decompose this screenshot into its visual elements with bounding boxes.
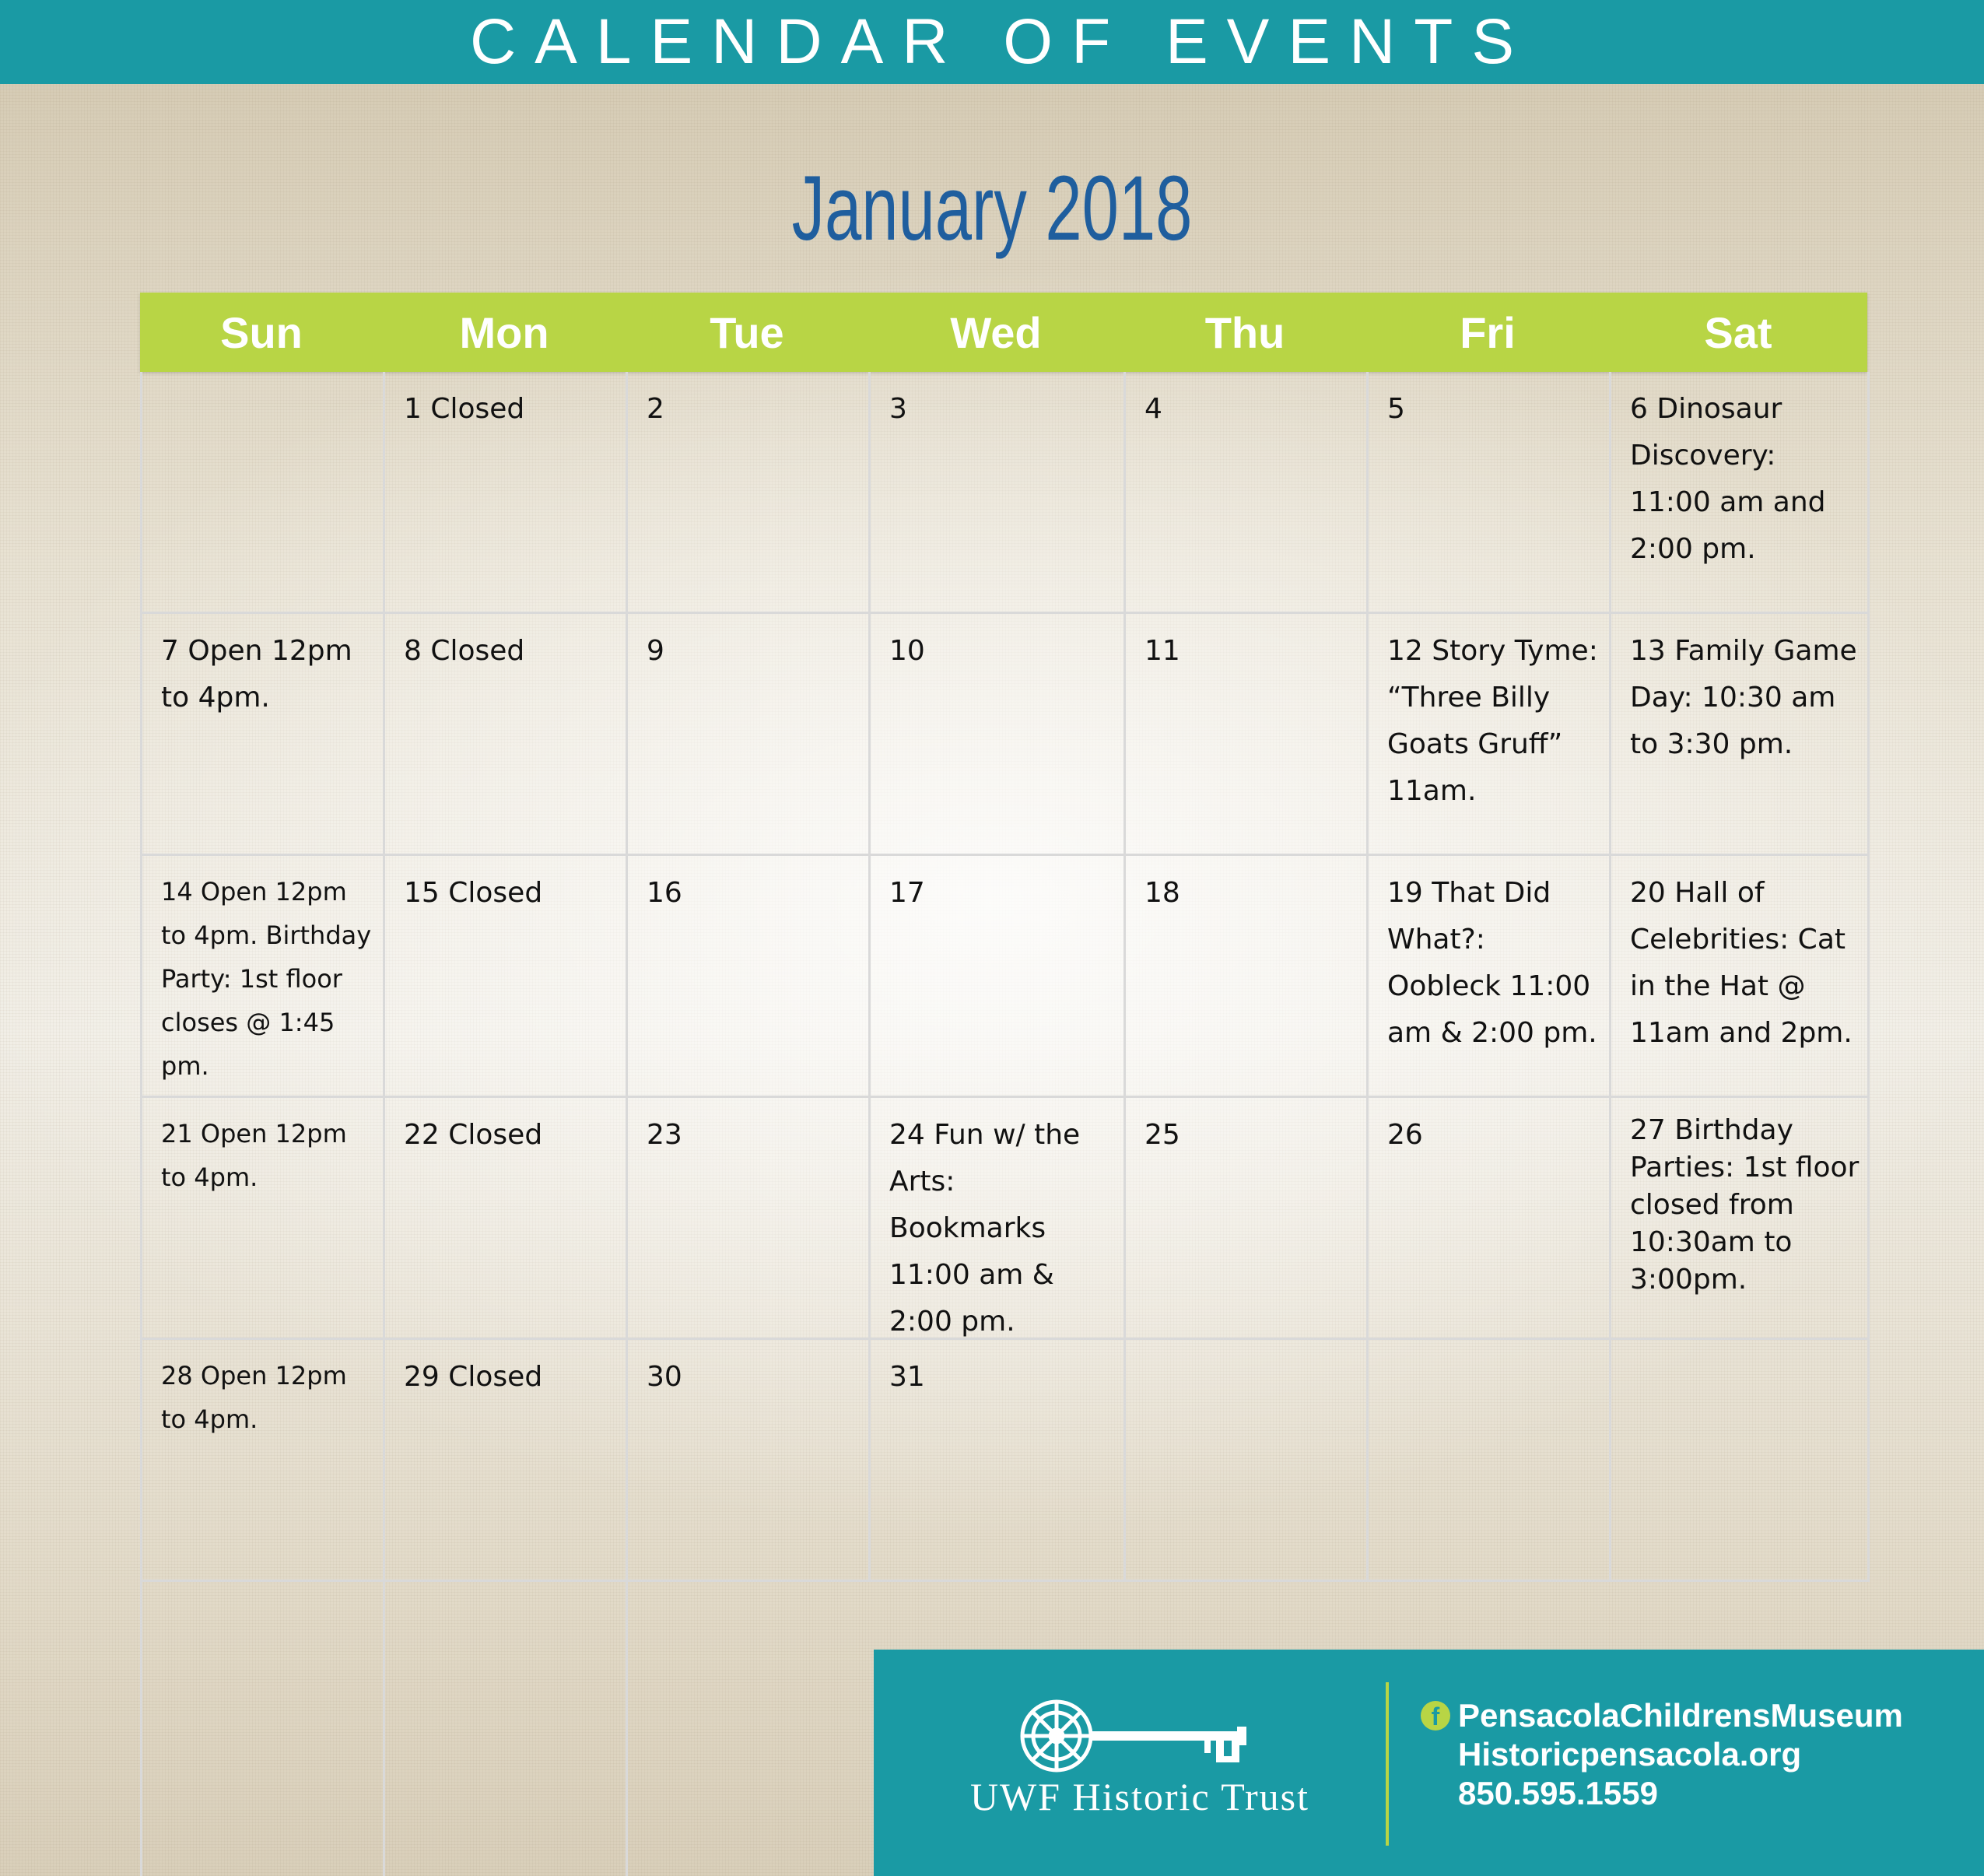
facebook-icon: f (1421, 1701, 1450, 1730)
day-cell: 26 (1369, 1098, 1611, 1340)
day-cell: 1 Closed (385, 372, 628, 614)
contact-info (1421, 1696, 1903, 1813)
calendar (140, 293, 1867, 1582)
weekday-fri: Fri (1460, 307, 1516, 357)
weekday-header-row (140, 293, 1867, 372)
day-cell (1369, 1340, 1611, 1582)
day-cell: 27 Birthday Parties: 1st floor closed from 10:30am to 3:00pm. (1611, 1098, 1870, 1340)
day-cell: 22 Closed (385, 1098, 628, 1340)
weekday-sat: Sat (1704, 307, 1772, 357)
day-cell: 20 Hall of Celebrities: Cat in the Hat @ 11am and 2pm. (1611, 856, 1870, 1098)
day-cell: 19 That Did What?: Oobleck 11:00 am & 2:00 pm. (1369, 856, 1611, 1098)
day-cell: 15 Closed (385, 856, 628, 1098)
day-cell: 28 Open 12pm to 4pm. (142, 1340, 385, 1582)
day-cell (142, 372, 385, 614)
grid-divider (626, 1581, 628, 1876)
facebook-line[interactable] (1421, 1696, 1903, 1735)
day-cell: 8 Closed (385, 614, 628, 856)
day-cell: 12 Story Tyme: “Three Billy Goats Gruff” 11am. (1369, 614, 1611, 856)
website-link[interactable]: Historicpensacola.org (1458, 1736, 1802, 1773)
day-cell: 11 (1126, 614, 1369, 856)
day-cell: 30 (628, 1340, 871, 1582)
footer-divider (1386, 1682, 1389, 1846)
ship-wheel-key-logo (1018, 1692, 1267, 1786)
day-cell (1611, 1340, 1870, 1582)
day-cell: 18 (1126, 856, 1369, 1098)
day-cell: 13 Family Game Day: 10:30 am to 3:30 pm. (1611, 614, 1870, 856)
day-cell: 14 Open 12pm to 4pm. Birthday Party: 1st floor closes @ 1:45 pm. (142, 856, 385, 1098)
day-cell: 6 Dinosaur Discovery: 11:00 am and 2:00 pm. (1611, 372, 1870, 614)
day-cell: 16 (628, 856, 871, 1098)
day-cell: 2 (628, 372, 871, 614)
facebook-handle[interactable]: PensacolaChildrensMuseum (1458, 1697, 1903, 1734)
day-cell: 29 Closed (385, 1340, 628, 1582)
day-cell: 10 (871, 614, 1126, 856)
weekday-thu: Thu (1204, 307, 1285, 357)
calendar-grid (140, 372, 1867, 1582)
weekday-wed: Wed (950, 307, 1042, 357)
phone-number: 850.595.1559 (1458, 1775, 1658, 1811)
weekday-mon: Mon (459, 307, 549, 357)
month-title: January 2018 (791, 157, 1193, 260)
day-cell: 4 (1126, 372, 1369, 614)
org-name: UWF Historic Trust (969, 1775, 1310, 1818)
day-cell: 17 (871, 856, 1126, 1098)
day-cell: 5 (1369, 372, 1611, 614)
day-cell: 21 Open 12pm to 4pm. (142, 1098, 385, 1340)
header-title: CALENDAR OF EVENTS (469, 6, 1534, 77)
grid-divider (383, 1581, 385, 1876)
day-cell: 23 (628, 1098, 871, 1340)
empty-grid-extension (140, 1581, 630, 1876)
day-cell: 25 (1126, 1098, 1369, 1340)
header-banner (0, 0, 1984, 84)
day-cell: 24 Fun w/ the Arts: Bookmarks 11:00 am & 2:00 pm. (871, 1098, 1126, 1340)
day-cell: 3 (871, 372, 1126, 614)
day-cell (1126, 1340, 1369, 1582)
footer-banner (874, 1650, 1984, 1876)
weekday-sun: Sun (220, 307, 303, 357)
day-cell: 9 (628, 614, 871, 856)
weekday-tue: Tue (710, 307, 784, 357)
day-cell: 7 Open 12pm to 4pm. (142, 614, 385, 856)
day-cell: 31 (871, 1340, 1126, 1582)
